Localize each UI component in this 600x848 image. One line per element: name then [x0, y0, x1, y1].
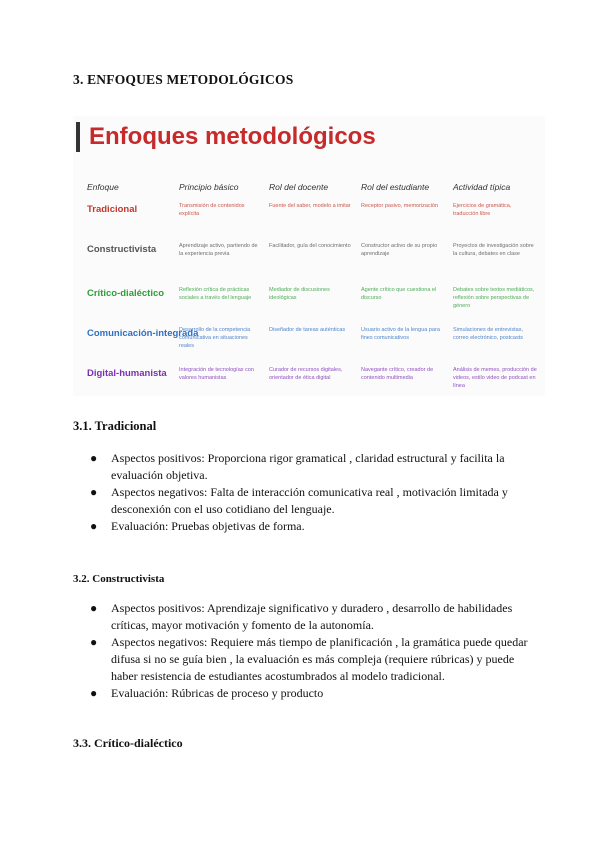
approach-label: Tradicional	[87, 204, 138, 215]
bullet-icon: ●	[90, 485, 98, 499]
section-heading: 3. ENFOQUES METODOLÓGICOS	[73, 72, 294, 87]
methodological-approaches-figure	[73, 116, 545, 396]
bullet-icon: ●	[90, 686, 98, 700]
list-item-text: Aspectos positivos: Aprendizaje significativo y duradero , desarrollo de habilidades críticas, mayor motivación y fomento de la autonomía.	[111, 601, 513, 632]
list-item-text: Aspectos negativos: Requiere más tiempo de planificación , la gramática puede quedar difusa si no se guía bien , la evaluación es más compleja (requiere rúbricas) y puede haber resistencia de estudiantes acostumbrados al modelo tradicional.	[111, 635, 528, 683]
approach-cell: Simulaciones de entrevistas, correo electrónico, postcasts	[453, 327, 524, 341]
list-item	[90, 685, 530, 702]
list-item	[90, 518, 530, 535]
figure-title: Enfoques metodológicos	[89, 123, 376, 150]
approach-cell: Transmisión de contenidos explícita	[179, 203, 245, 217]
approach-cell: Integración de tecnologías con valores humanistas	[179, 367, 254, 381]
subsection-title-traditional: 3.1. Tradicional	[73, 419, 157, 433]
list-item	[90, 600, 530, 634]
approach-cell: Reflexión crítica de prácticas sociales a través del lenguaje	[179, 287, 252, 301]
list-item-text: Evaluación: Rúbricas de proceso y producto	[111, 686, 324, 700]
bullet-icon: ●	[90, 519, 98, 533]
column-header-activity: Actividad típica	[453, 182, 511, 192]
list-item-text: Aspectos positivos: Proporciona rigor gramatical , claridad estructural y facilita la evaluación objetiva.	[111, 451, 505, 482]
column-header-student-role: Rol del estudiante	[361, 182, 430, 192]
column-header-approach: Enfoque	[87, 182, 119, 192]
approach-cell: Usuario activo de la lengua para fines comunicativos	[361, 327, 440, 341]
approach-cell: Navegante crítico, creador de contenido multimedia	[361, 367, 434, 381]
approach-label: Crítico-dialéctico	[87, 288, 165, 299]
approach-label: Comunicación-integrada	[87, 328, 199, 339]
approach-cell: Agente crítico que cuestiona el discurso	[361, 287, 437, 301]
list-item	[90, 634, 530, 685]
approach-cell: Curador de recursos digitales, orientador de ética digital	[269, 367, 343, 381]
subsection-title-constructivist: 3.2. Constructivista	[73, 573, 165, 585]
list-item	[90, 484, 530, 518]
approach-cell: Diseñador de tareas auténticas	[269, 327, 346, 333]
approach-cell: Aprendizaje activo, partiendo de la experiencia previa	[179, 243, 258, 257]
list-item	[90, 450, 530, 484]
column-header-teacher-role: Rol del docente	[269, 182, 329, 192]
approach-cell: Ejercicios de gramática, traducción libre	[453, 203, 512, 217]
constructivist-bullet-list	[90, 600, 530, 702]
approach-cell: Debates sobre textos mediáticos, reflexión sobre perspectivas de género	[453, 287, 535, 309]
approach-cell: Receptor pasivo, memorización	[361, 203, 439, 209]
approach-cell: Proyectos de investigación sobre la cultura, debates en clase	[453, 243, 534, 257]
approach-cell: Facilitador, guía del conocimiento	[269, 243, 351, 249]
approach-cell: Constructor activo de su propio aprendizaje	[361, 243, 438, 257]
traditional-bullet-list	[90, 450, 530, 535]
approach-cell: Fuente del saber, modelo a imitar	[269, 203, 351, 209]
column-header-principle: Principio básico	[179, 182, 239, 192]
bullet-icon: ●	[90, 451, 98, 465]
approach-label: Constructivista	[87, 244, 157, 255]
bullet-icon: ●	[90, 601, 98, 615]
approach-cell: Desarrollo de la competencia comunicativa en situaciones reales	[179, 327, 251, 349]
subsection-title-critical-dialectic: 3.3. Crítico-dialéctico	[73, 736, 183, 750]
title-accent-bar	[76, 122, 80, 152]
list-item-text: Aspectos negativos: Falta de interacción comunicativa real , motivación limitada y desconexión con el uso cotidiano del lenguaje.	[111, 485, 508, 516]
bullet-icon: ●	[90, 635, 98, 649]
approach-label: Digital-humanista	[87, 368, 167, 379]
approach-cell: Mediador de discusiones ideológicas	[269, 287, 330, 301]
approach-cell: Análisis de memes, producción de videos, estilo video de podcast en línea	[453, 367, 537, 389]
list-item-text: Evaluación: Pruebas objetivas de forma.	[111, 519, 305, 533]
